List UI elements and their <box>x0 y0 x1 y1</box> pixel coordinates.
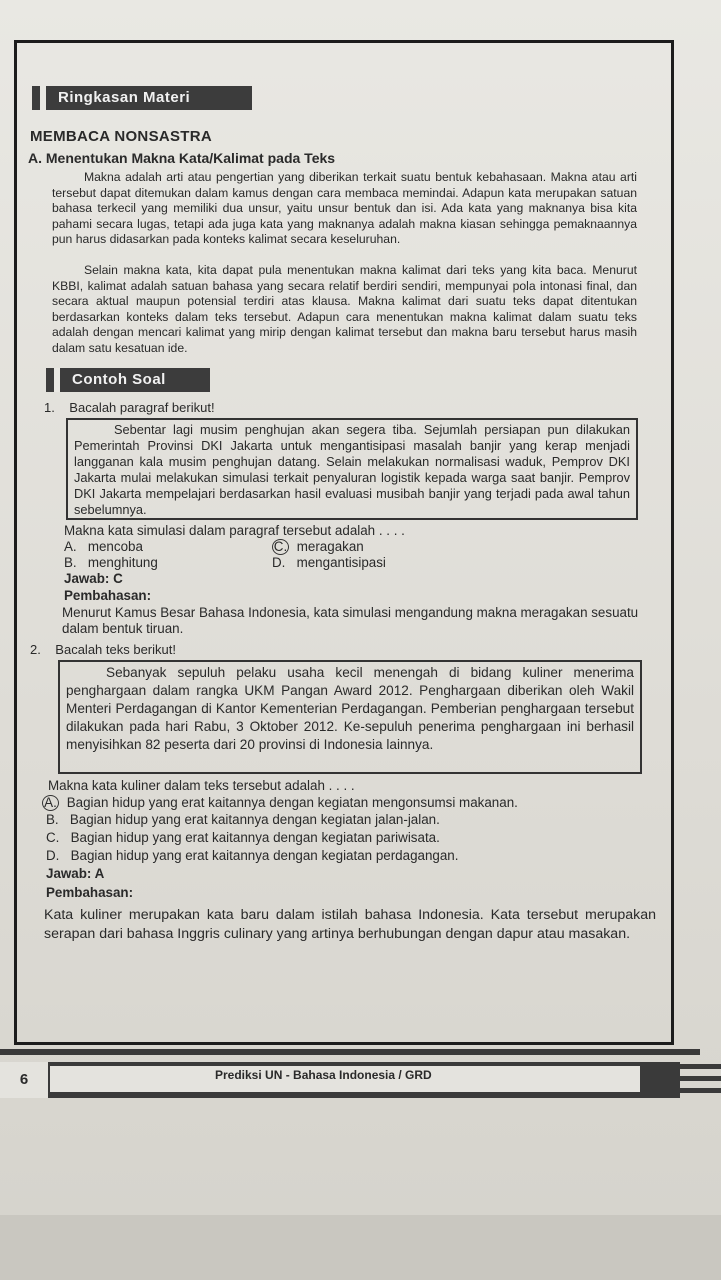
option-text: mencoba <box>87 539 143 554</box>
option-text: mengantisipasi <box>296 555 386 570</box>
question-1-option-a <box>64 539 143 554</box>
option-letter: B. <box>64 555 77 570</box>
option-letter: C. <box>46 830 60 845</box>
question-2-passage: Sebanyak sepuluh pelaku usaha kecil menengah di bidang kuliner menerima penghargaan dalam rangka UKM Pangan Award 2012. Penghargaan diberikan oleh Wakil Menteri Perdagangan di Kantor Kementerian Perdagangan. Pemberian penghargaan tersebut dilakukan pada hari Rabu, 3 Oktober 2012. Ke-sepuluh penerima penghargaan ini berhasil menyisihkan 82 peserta dari 20 provinsi di Indonesia lainnya. <box>66 665 634 752</box>
footer-stripe <box>640 1064 721 1069</box>
question-2-passage-box <box>58 660 642 774</box>
question-2-prompt: Makna kata kuliner dalam teks tersebut adalah . . . . <box>48 778 355 793</box>
option-text: Bagian hidup yang erat kaitannya dengan kegiatan perdagangan. <box>70 848 459 863</box>
page-number: 6 <box>0 1062 48 1098</box>
question-1-answer: Jawab: C <box>64 571 123 586</box>
option-text: meragakan <box>296 539 364 554</box>
question-2-option-d <box>46 848 458 863</box>
example-banner-text: Contoh Soal <box>72 371 166 388</box>
question-1-option-d <box>272 555 386 570</box>
main-heading: MEMBACA NONSASTRA <box>30 128 213 145</box>
question-1-passage: Sebentar lagi musim penghujan akan segera tiba. Sejumlah persiapan pun dilakukan Pemerintah Provinsi DKI Jakarta untuk mengantisipasi masalah banjir yang kerap menjadi langganan kala musim penghujan datang. Selain melakukan normalisasi waduk, Pemprov DKI Jakarta mulai melakukan simulasi terkait penyaluran logistik kepada warga saat banjir. Pemprov DKI Jakarta mempelajari berdasarkan hasil evaluasi musibah banjir yang terjadi pada awal tahun sebelumnya. <box>74 422 630 517</box>
question-2-option-c <box>46 830 440 845</box>
footer-stripe <box>640 1076 721 1081</box>
section-banner-text: Ringkasan Materi <box>58 89 191 106</box>
question-1-discussion-label: Pembahasan: <box>64 588 152 603</box>
footer-stripe <box>640 1088 721 1093</box>
question-1-option-c <box>272 539 364 555</box>
question-2-discussion-label: Pembahasan: <box>46 885 134 900</box>
table-surface <box>0 1215 721 1280</box>
question-1-prompt: Makna kata simulasi dalam paragraf tersebut adalah . . . . <box>64 523 405 538</box>
option-letter: D. <box>46 848 60 863</box>
question-number: 2. <box>30 642 41 657</box>
footer-rule <box>0 1049 700 1055</box>
option-letter: A. <box>64 539 77 554</box>
option-text: menghitung <box>87 555 158 570</box>
question-2-option-b <box>46 812 440 827</box>
question-number: 1. <box>44 400 55 415</box>
question-1-option-b <box>64 555 158 570</box>
option-text: Bagian hidup yang erat kaitannya dengan kegiatan pariwisata. <box>70 830 440 845</box>
summary-paragraph-1: Makna adalah arti atau pengertian yang diberikan terkait suatu bentuk kebahasaan. Makna atau arti tersebut dapat ditemukan dalam kamus dengan cara membaca memindai. Adapun kata merupakan satuan bahasa terkecil yang memiliki dua unsur, yaitu unsur bentuk dan isi. Ada kata yang maknanya bisa kita pahami secara lugas, tetapi ada juga kata yang maknanya adalah makna kiasan sehingga pemaknaannya pun harus didasarkan pada konteks kalimat secara keseluruhan. <box>52 170 637 246</box>
question-2-instruction <box>30 642 176 657</box>
option-letter: B. <box>46 812 59 827</box>
question-1-discussion: Menurut Kamus Besar Bahasa Indonesia, kata simulasi mengandung makna meragakan sesuatu dalam bentuk tiruan. <box>62 605 639 636</box>
example-banner <box>46 368 210 392</box>
option-letter: D. <box>272 555 286 570</box>
question-1-instruction <box>44 400 215 415</box>
subheading: A. Menentukan Makna Kata/Kalimat pada Teks <box>28 150 336 166</box>
option-letter-circled: A. <box>42 795 59 811</box>
question-1-passage-box <box>66 418 638 520</box>
question-2-discussion: Kata kuliner merupakan kata baru dalam istilah bahasa Indonesia. Kata tersebut merupakan serapan dari bahasa Inggris culinary yang artinya berhubungan dengan dapur atau masakan. <box>44 907 656 942</box>
option-text: Bagian hidup yang erat kaitannya dengan kegiatan mengonsumsi makanan. <box>66 795 518 810</box>
option-letter-circled: C. <box>273 539 288 554</box>
option-text: Bagian hidup yang erat kaitannya dengan kegiatan jalan-jalan. <box>69 812 440 827</box>
question-instruction: Bacalah paragraf berikut! <box>69 400 215 415</box>
question-2-answer: Jawab: A <box>46 866 105 881</box>
question-instruction: Bacalah teks berikut! <box>55 642 176 657</box>
section-banner <box>32 86 252 110</box>
question-2-option-a <box>42 795 518 811</box>
summary-paragraph-2: Selain makna kata, kita dapat pula menentukan makna kalimat dari teks yang kita baca. Menurut KBBI, kalimat adalah satuan bahasa yang secara relatif berdiri sendiri, mempunyai pola intonasi final, dan secara aktual maupun potensial terdiri atas klausa. Makna kalimat dari suatu teks dapat ditentukan berdasarkan konteks dalam teks tersebut. Adapun cara menentukan makna kalimat dalam suatu teks adalah dengan mencari kalimat yang mirip dengan kalimat tersebut dan makna baru tersebut harus masih dalam satu kesatuan ide. <box>52 263 637 355</box>
footer-title: Prediksi UN - Bahasa Indonesia / GRD <box>215 1068 432 1082</box>
